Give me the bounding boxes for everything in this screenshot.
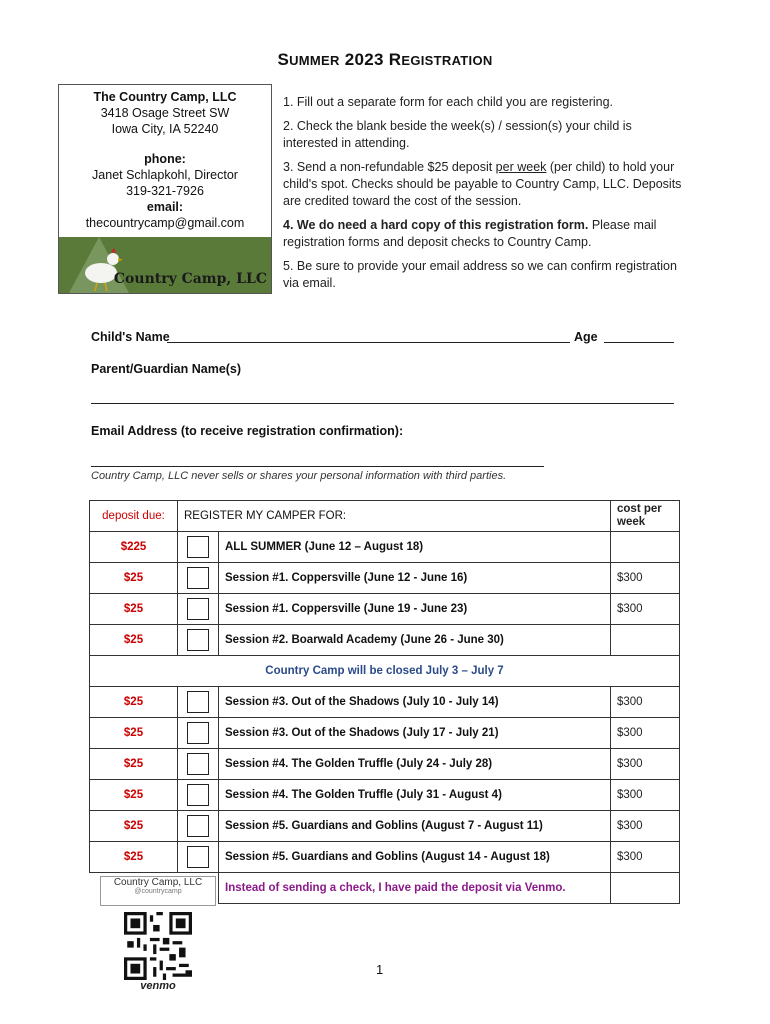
register-header: REGISTER MY CAMPER FOR: [178,501,611,532]
table-row: $25 Session #2. Boarwald Academy (June 26 - June 30) [90,625,680,656]
session-checkbox[interactable] [187,846,209,868]
table-row: $25 Session #1. Coppersville (June 12 - June 16) $300 [90,563,680,594]
camp-logo: Country Camp, LLC [59,237,271,293]
phone-label: phone: [144,152,186,166]
instructions [283,94,683,299]
phone: 319-321-7926 [126,184,204,198]
session-checkbox[interactable] [187,567,209,589]
contact-box [58,84,272,294]
age-label: Age [574,330,598,344]
table-row: $225 ALL SUMMER (June 12 – August 18) [90,532,680,563]
qr-code-icon [124,912,192,980]
parent-input[interactable] [91,403,674,404]
age-input[interactable] [604,342,674,343]
cost-header: cost per week [611,501,680,532]
table-row: $25 Session #5. Guardians and Goblins (August 7 - August 11) $300 [90,811,680,842]
table-row: $25 Session #4. The Golden Truffle (July 31 - August 4) $300 [90,780,680,811]
table-row: $25 Session #1. Coppersville (June 19 - June 23) $300 [90,594,680,625]
email: thecountrycamp@gmail.com [85,216,245,230]
instruction-2: 2. Check the blank beside the week(s) / session(s) your child is interested in attending. [283,119,632,150]
instruction-1: 1. Fill out a separate form for each child you are registering. [283,95,614,109]
page-number: 1 [376,962,384,977]
child-name-input[interactable] [167,342,570,343]
email-input[interactable] [91,466,544,467]
session-checkbox[interactable] [187,784,209,806]
street: 3418 Osage Street SW [100,106,230,120]
parent-label: Parent/Guardian Name(s) [91,362,242,376]
session-checkbox[interactable] [187,815,209,837]
instruction-4: 4. We do need a hard copy of this registration form. Please mail registration forms and deposit checks to Country Camp. [283,218,657,249]
venmo-option: Instead of sending a check, I have paid the deposit via Venmo. [219,873,611,904]
venmo-logo: venmo [140,980,176,992]
instruction-5: 5. Be sure to provide your email address so we can confirm registration via email. [283,259,677,290]
session-checkbox[interactable] [187,753,209,775]
email-label: email: [146,200,184,214]
privacy-note: Country Camp, LLC never sells or shares your personal information with third parties. [91,470,507,482]
venmo-card: Country Camp, LLC @countrycamp [100,876,216,906]
session-checkbox[interactable] [187,629,209,651]
session-checkbox[interactable] [187,536,209,558]
child-name-label: Child's Name [91,330,170,344]
session-checkbox[interactable] [187,722,209,744]
table-row: $25 Session #3. Out of the Shadows (July 10 - July 14) $300 [90,687,680,718]
table-row: $25 Session #3. Out of the Shadows (July 17 - July 21) $300 [90,718,680,749]
city: Iowa City, IA 52240 [111,122,219,136]
camp-name: The Country Camp, LLC [93,90,237,104]
session-checkbox[interactable] [187,598,209,620]
page-title: SUMMER 2023 REGISTRATION [277,50,493,69]
closed-notice: Country Camp will be closed July 3 – July 7 [90,656,680,687]
table-row: $25 Session #5. Guardians and Goblins (August 14 - August 18) $300 [90,842,680,873]
registration-table [89,500,680,904]
session-checkbox[interactable] [187,691,209,713]
deposit-header: deposit due: [90,501,178,532]
email-address-label: Email Address (to receive registration confirmation): [91,424,404,438]
director: Janet Schlapkohl, Director [92,168,238,182]
table-row: $25 Session #4. The Golden Truffle (July 24 - July 28) $300 [90,749,680,780]
instruction-3: 3. Send a non-refundable $25 deposit per week (per child) to hold your child's spot. Checks should be payable to Country Camp, LLC. Deposits are credited toward the cost of the session. [283,160,682,208]
